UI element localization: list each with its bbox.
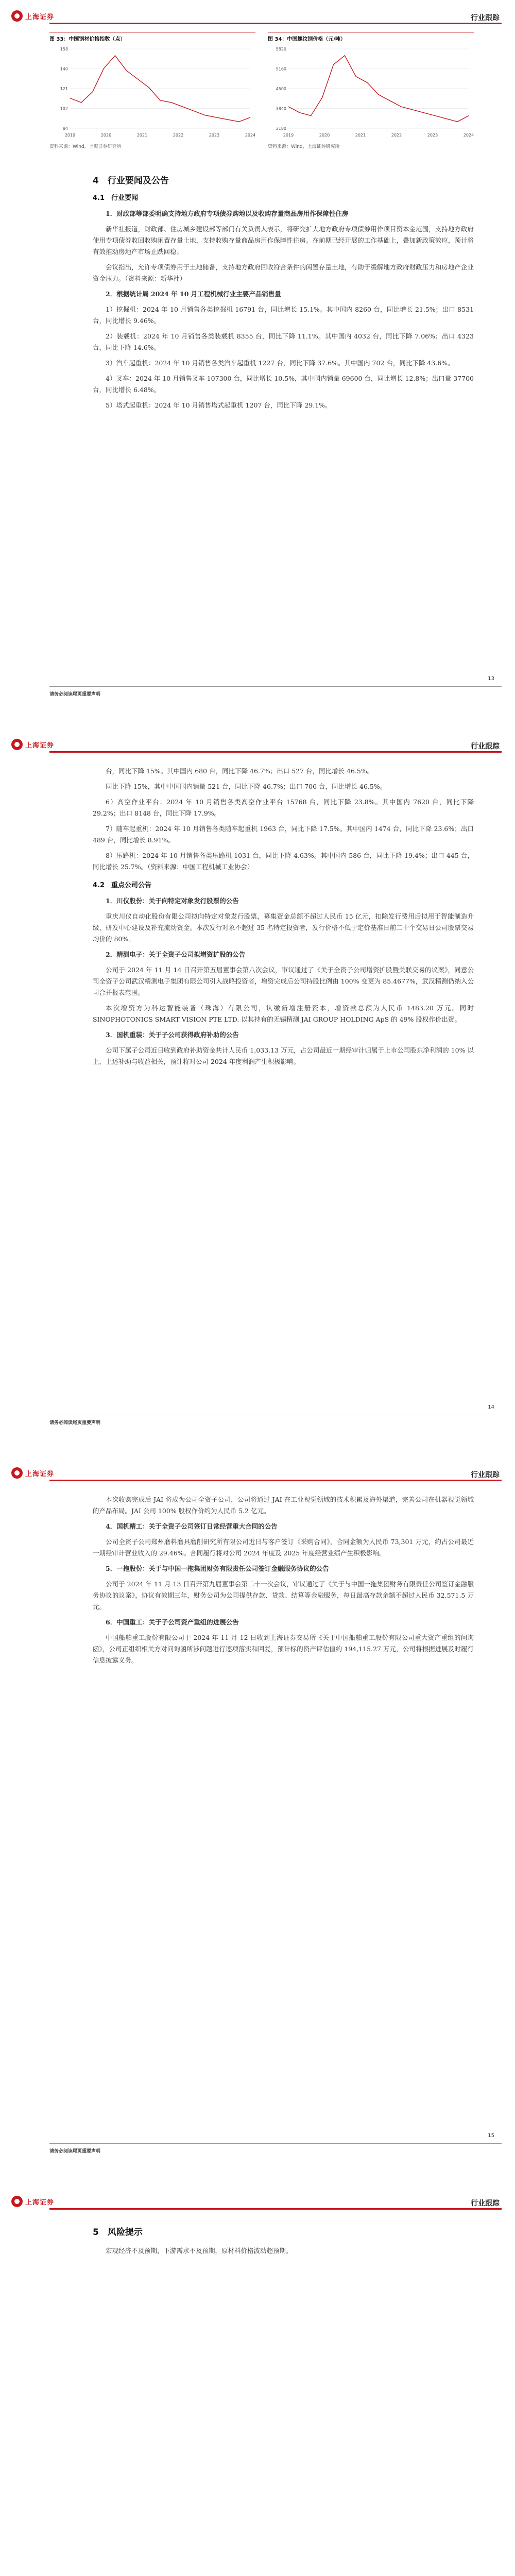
paragraph: 1）挖掘机：2024 年 10 月销售各类挖掘机 16791 台，同比增长 15.1%。其中国内 8260 台，同比增长 21.5%；出口 8531 台，同比增长 9.46%。 [93,306,474,325]
paragraph: 4）叉车：2024 年 10 月销售叉车 107300 台，同比增长 10.5%，其中国内销量 69600 台，同比增长 12.8%；出口量 37700 台，同比增长 6.48%。 [93,375,474,394]
x-tick-label: 2019 [283,133,294,138]
paragraph: 同比下降 15%，其中中国国内销量 521 台，同比下降 46.7%；出口 706 台，同比增长 46.5%。 [106,783,387,790]
footer-text: 请务必阅读尾页重要声明 [49,692,101,697]
announcement-title: 4．国机精工：关于全资子公司签订日常经营重大合同的公告 [106,1522,278,1530]
subsection-heading: 4.2 重点公司公告 [93,882,152,889]
footer-text: 请务必阅读尾页重要声明 [49,1420,101,1426]
footer-line [49,686,502,687]
x-tick-label: 2019 [64,133,76,138]
page-16 [0,2185,515,2576]
x-tick-label: 2023 [209,133,220,138]
x-tick-label: 2020 [319,133,330,138]
figure-33 [49,32,255,156]
header-tag: 行业跟踪 [471,14,500,22]
y-tick-label: 140 [60,66,68,72]
y-tick-label: 102 [60,106,68,111]
chart-33 [49,44,255,141]
announcement-title: 2．精测电子：关于全资子公司拟增资扩股的公告 [106,951,246,958]
y-tick-label: 5820 [276,47,286,52]
logo-icon [11,739,23,750]
subsection-heading: 4.1 行业要闻 [93,194,139,202]
paragraph: 新华社报道，财政部、住房城乡建设部等部门有关负责人表示，将研究扩大地方政府专项债券用作项目资本金范围，支持地方政府使用专项债券收回收购闲置存量土地，支持收购存量商品房用作保障性住房。在前期已经开展的工作基础上，叠加新政策效应，预计将有效推动房地产市场止跌回稳。 [93,225,474,256]
y-tick-label: 158 [60,47,68,52]
y-tick-label: 5160 [276,66,286,72]
paragraph: 重庆川仪自动化股份有限公司拟向特定对象发行股票，募集资金总额不超过人民币 15 亿元，扣除发行费用后拟用于智能制造升级、研发中心建设及补充流动资金。本次发行对象不超过 35 名特定投资者，发行价格不低于定价基准日前二十个交易日公司股票交易均价的 80%。 [93,912,474,943]
paragraph: 6）高空作业平台：2024 年 10 月销售各类高空作业平台 15768 台，同比下降 23.8%。其中国内 7620 台，同比下降 29.2%；出口 8148 台，同比下降 17.9%。 [93,798,474,817]
page-number: 14 [488,1404,494,1410]
page-14 [0,728,515,1456]
paragraph: 本次收购完成后 JAI 将成为公司全资子公司，公司将通过 JAI 在工业视觉领域的技术积累及海外渠道，完善公司在机器视觉领域的产品布局。JAI 公司 100% 股权作价约为人民币 5.2 亿元。 [93,1496,474,1515]
section-heading: 4 行业要闻及公告 [93,176,169,186]
header-logo: 上海证券 [11,738,73,751]
header-line [49,2208,502,2210]
paragraph: 公司于 2024 年 11 月 13 日召开第九届董事会第二十一次会议，审议通过了《关于与中国一拖集团财务有限责任公司签订金融服务协议的议案》，协议有效期三年，财务公司为公司提供存款、贷款、结算等金融服务，每日最高存款余额不超过人民币 32,571.5 万元。 [93,1580,474,1611]
paragraph: 公司全资子公司郑州磨料磨具磨削研究所有限公司近日与客户签订《采购合同》，合同金额为人民币 73,301 万元，约占公司最近一期经审计营业收入的 29.46%。合同履行将对公司 2024 年度及 2025 年度经营业绩产生积极影响。 [93,1538,474,1557]
header-line [49,23,502,24]
x-tick-label: 2020 [100,133,112,138]
header-line [49,751,502,753]
figure-34-title: 图 34：中国螺纹钢价格（元/吨） [268,37,346,42]
x-tick-label: 2021 [136,133,148,138]
paragraph: 7）随车起重机：2024 年 10 月销售各类随车起重机 1963 台，同比下降 17.5%。其中国内 1474 台，同比下降 23.6%；出口 489 台，同比增长 8.91%。 [93,825,474,844]
figure-34-source: 资料来源：Wind，上海证券研究所 [268,144,340,149]
page-14-body [93,765,474,1072]
paragraph: 中国船舶重工股份有限公司于 2024 年 11 月 12 日收到上海证券交易所《关于中国船舶重工股份有限公司重大资产重组的问询函》，公司正组织相关方对问询函所涉问题进行逐项落实和回复，预计标的资产评估值约 194,115.27 万元，公司将根据进展及时履行信息披露义务。 [93,1634,474,1664]
y-tick-label: 3840 [276,106,286,111]
paragraph: 8）压路机：2024 年 10 月销售各类压路机 1031 台，同比下降 4.63%。其中国内 586 台，同比下降 19.4%；出口 445 台，同比增长 25.7%。（资料来源：中国工程机械工业协会） [93,852,474,871]
paragraph: 3）汽车起重机：2024 年 10 月销售各类汽车起重机 1227 台，同比下降 37.6%。其中国内 702 台，同比下降 43.6%。 [106,359,454,367]
y-tick-label: 84 [62,126,68,131]
section-5 [93,2227,474,2261]
y-tick-label: 3180 [276,126,286,131]
risk-paragraph: 宏观经济不及预期，下游需求不及预期，原材料价格波动超预期。 [106,2247,293,2255]
figure-34 [268,32,474,156]
paragraph: 本次增资方为科达智能装备（珠海）有限公司，认缴新增注册资本，增资款总额为人民币 1483.20 万元。同时 SINOPHOTONICS SMART VISION PTE LTD. 以其持有的无锡精测 JAI GROUP HOLDING ApS 的 49% 股权作价出资。 [93,1004,474,1023]
page-number: 15 [488,2133,494,2139]
footer-line [49,2143,502,2144]
news-title: 2．根据统计局 2024 年 10 月工程机械行业主要产品销售量 [106,290,281,298]
paragraph: 5）塔式起重机：2024 年 10 月销售塔式起重机 1207 台，同比下降 29.1%。 [106,401,332,409]
paragraph: 公司于 2024 年 11 月 14 日召开第五届董事会第八次会议，审议通过了《关于全资子公司增资扩股暨关联交易的议案》，同意公司全资子公司武汉精测电子集团有限公司引入战略投资者，增资完成后公司持股比例由 100% 变更为 85.4677%，武汉精测仍纳入公司合并报表范围。 [93,966,474,996]
x-tick-label: 2023 [427,133,438,138]
x-tick-label: 2024 [463,133,474,138]
y-tick-label: 121 [60,87,68,91]
header-logo: 上海证券 [11,9,73,23]
chart-34 [268,44,474,141]
announcement-title: 1．川仪股份：关于向特定对象发行股票的公告 [106,897,239,905]
x-tick-label: 2024 [245,133,255,138]
page-13 [0,0,515,728]
header-tag: 行业跟踪 [471,2199,500,2208]
header-logo: 上海证券 [11,2195,73,2208]
page-15-body [93,1493,474,1670]
y-tick-label: 4500 [276,87,286,91]
x-tick-label: 2022 [391,133,402,138]
paragraph: 2）装载机：2024 年 10 月销售各类装载机 8355 台，同比下降 11.1%。其中国内 4032 台，同比下降 7.06%；出口 4323 台，同比下降 14.6%。 [93,332,474,351]
paragraph: 会议指出，允许专项债券用于土地储备，支持地方政府回收符合条件的闲置存量土地，有助于缓解地方政府财政压力和房地产企业资金压力。（资料来源：新华社） [93,263,474,282]
announcement-title: 3．国机重装：关于子公司获得政府补助的公告 [106,1031,239,1039]
announcement-title: 5．一拖股份：关于与中国一拖集团财务有限责任公司签订金融服务协议的公告 [106,1565,329,1572]
x-tick-label: 2022 [173,133,184,138]
header-logo: 上海证券 [11,1466,73,1480]
paragraph: 公司下属子公司近日收到政府补助资金共计人民币 1,033.13 万元，占公司最近一期经审计归属于上市公司股东净利润的 10% 以上，上述补助与收益相关，预计将对公司 2024 年度利润产生积极影响。 [93,1046,474,1065]
header-line [49,1480,502,1481]
header-tag: 行业跟踪 [471,742,500,751]
section-4 [93,175,474,415]
figure-33-title: 图 33：中国钢材价格指数（点） [49,37,126,42]
x-tick-label: 2021 [355,133,366,138]
announcement-title: 6．中国重工：关于子公司资产重组的进展公告 [106,1618,239,1626]
header-tag: 行业跟踪 [471,1471,500,1479]
page-15 [0,1457,515,2185]
logo-icon [11,1467,23,1479]
figure-33-source: 资料来源：Wind，上海证券研究所 [49,144,122,149]
section-heading: 5 风险提示 [93,2227,143,2238]
logo-icon [11,2196,23,2207]
footer-text: 请务必阅读尾页重要声明 [49,2149,101,2154]
logo-icon [11,10,23,22]
paragraph: 台，同比下降 15%。其中国内 680 台，同比下降 46.7%；出口 527 台，同比增长 46.5%。 [106,767,374,775]
news-title: 1．财政部等部委明确支持地方政府专项债券购地以及收购存量商品房用作保障性住房 [106,210,349,217]
page-number: 13 [488,676,494,682]
